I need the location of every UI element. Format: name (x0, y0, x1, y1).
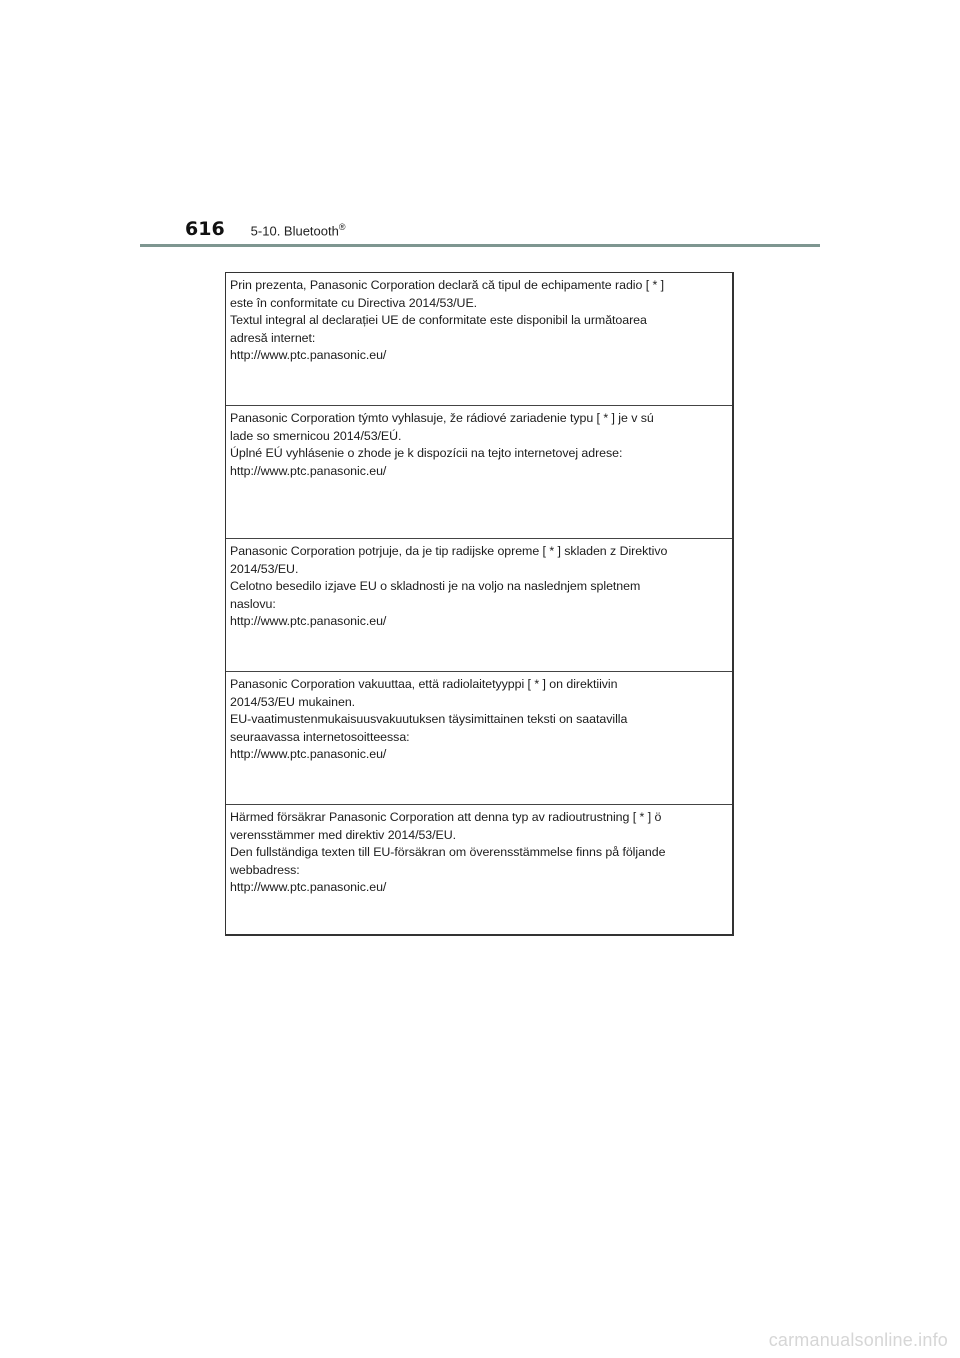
declaration-url: http://www.ptc.panasonic.eu/ (230, 614, 387, 629)
declaration-line: EU-vaatimustenmukaisuusvakuutuksen täysimittainen teksti on saatavilla (230, 712, 628, 727)
declaration-table (225, 272, 734, 936)
declaration-line: adresă internet: (230, 330, 316, 345)
declaration-line: Prin prezenta, Panasonic Corporation declară că tipul de echipamente radio [ * ] (230, 278, 665, 292)
header-rule (140, 244, 820, 247)
declaration-url: http://www.ptc.panasonic.eu/ (230, 463, 387, 478)
declaration-line: Den fullständiga texten till EU-försäkran om överensstämmelse finns på följande (230, 845, 666, 860)
declaration-line: Panasonic Corporation vakuuttaa, että radiolaitetyyppi [ * ] on direktiivin (230, 677, 618, 691)
declaration-line: Panasonic Corporation potrjuje, da je tip radijske opreme [ * ] skladen z Direktivo (230, 544, 668, 558)
declaration-line: verensstämmer med direktiv 2014/53/EU. (230, 827, 457, 842)
declaration-swedish (226, 805, 732, 934)
page-header (185, 218, 346, 240)
page-number: 616 (185, 218, 225, 240)
declaration-romanian (226, 273, 732, 406)
declaration-line: Textul integral al declarației UE de conformitate este disponibil la următoarea (230, 313, 647, 328)
declaration-line: webbadress: (230, 862, 300, 877)
declaration-line: Panasonic Corporation týmto vyhlasuje, že rádiové zariadenie typu [ * ] je v sú (230, 411, 654, 425)
declaration-line: Härmed försäkrar Panasonic Corporation att denna typ av radioutrustning [ * ] ö (230, 810, 662, 824)
declaration-slovenian (226, 539, 732, 672)
declaration-line: naslovu: (230, 596, 276, 611)
section-title (251, 222, 346, 238)
declaration-url: http://www.ptc.panasonic.eu/ (230, 747, 387, 762)
declaration-line: Celotno besedilo izjave EU o skladnosti je na voljo na naslednjem spletnem (230, 579, 641, 594)
watermark: carmanualsonline.info (768, 1330, 948, 1350)
declaration-line: seuraavassa internetosoitteessa: (230, 729, 410, 744)
declaration-finnish (226, 672, 732, 805)
declaration-url: http://www.ptc.panasonic.eu/ (230, 348, 387, 363)
declaration-line: 2014/53/EU. (230, 561, 299, 576)
declaration-slovak (226, 406, 732, 539)
section-title-text: 5-10. Bluetooth (250, 223, 339, 238)
registered-mark: ® (338, 221, 346, 232)
declaration-url: http://www.ptc.panasonic.eu/ (230, 880, 387, 895)
declaration-line: lade so smernicou 2014/53/EÚ. (230, 428, 402, 443)
declaration-line: 2014/53/EU mukainen. (230, 694, 356, 709)
declaration-line: Úplné EÚ vyhlásenie o zhode je k dispozícii na tejto internetovej adrese: (230, 446, 623, 461)
declaration-line: este în conformitate cu Directiva 2014/53/UE. (230, 295, 478, 310)
